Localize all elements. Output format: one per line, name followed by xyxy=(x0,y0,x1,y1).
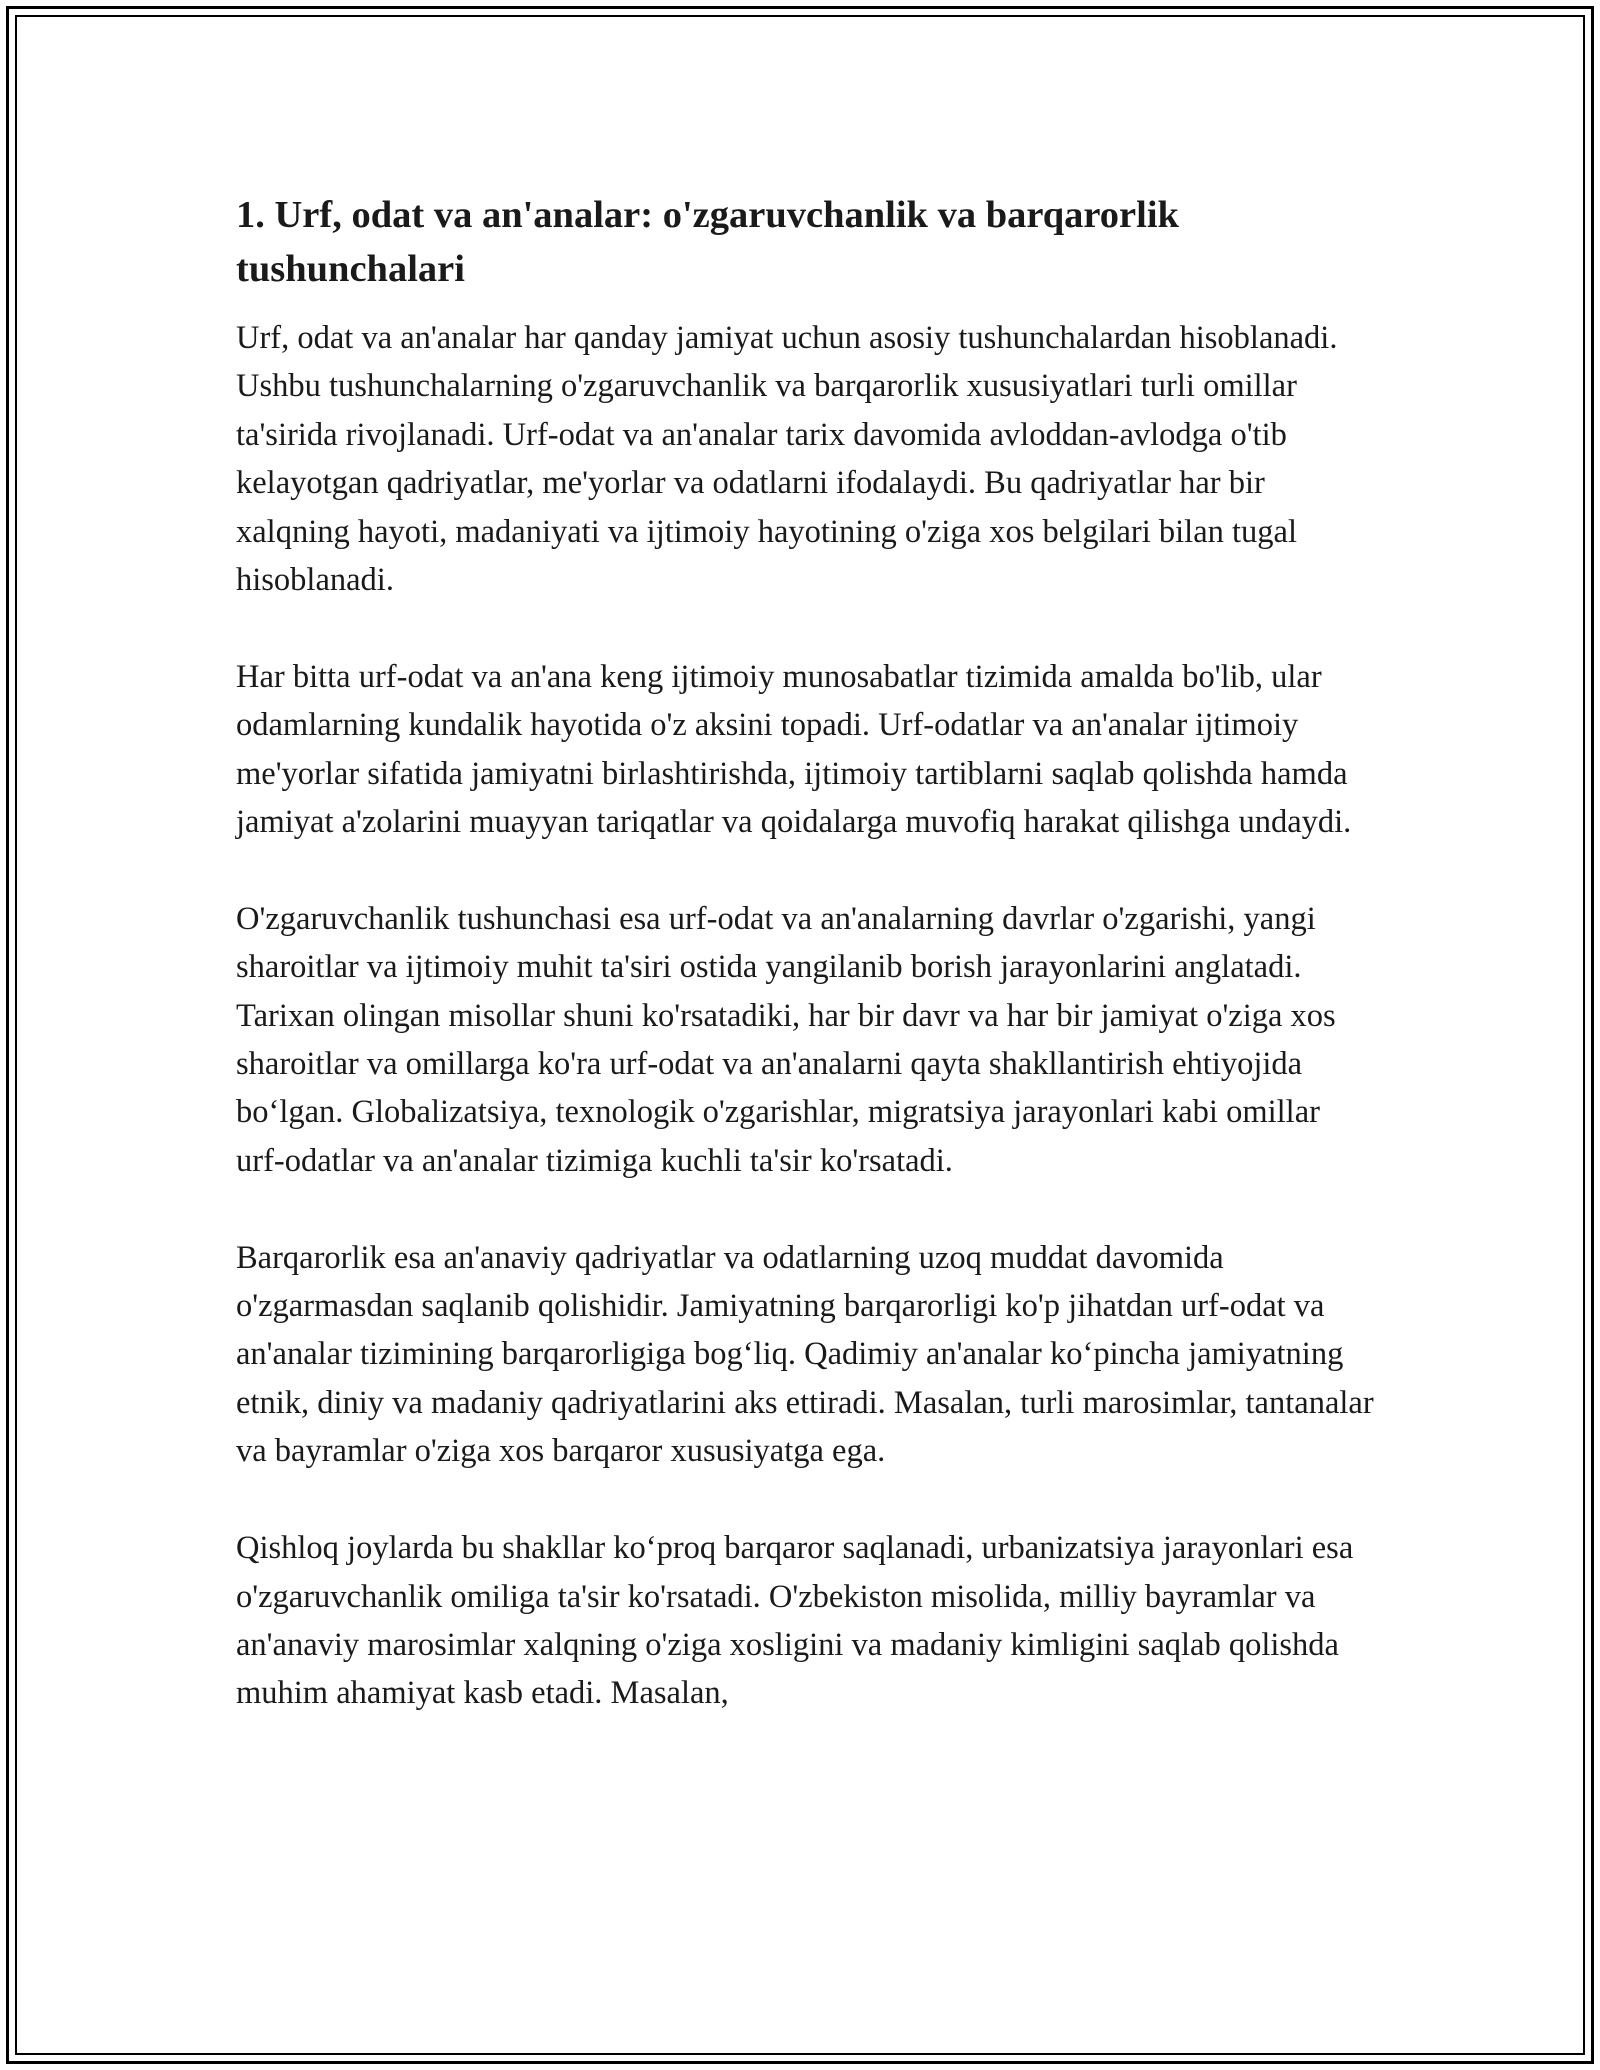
paragraph: Urf, odat va an'analar har qanday jamiyat uchun asosiy tushunchalardan hisoblanadi. Ushbu tushunchalarning o'zgaruvchanlik va barqarorlik xususiyatlari turli omillar ta'sirida rivojlanadi. Urf-odat va an'analar tarix davomida avloddan-avlodga o'tib kelayotgan qadriyatlar, me'yorlar va odatlarni ifodalaydi. Bu qadriyatlar har bir xalqning hayoti, madaniyati va ijtimoiy hayotining o'ziga xos belgilari bilan tugal hisoblanadi. xyxy=(236,320,1338,599)
paragraph: Qishloq joylarda bu shakllar ko‘proq barqaror saqlanadi, urbanizatsiya jarayonlari esa o'zgaruvchanlik omiliga ta'sir ko'rsatadi. O'zbekiston misolida, milliy bayramlar va an'anaviy marosimlar xalqning o'ziga xosligini va madaniy kimligini saqlab qolishda muhim ahamiyat kasb etadi. Masalan, xyxy=(236,1530,1354,1712)
section-heading: 1. Urf, odat va an'analar: o'zgaruvchanlik va barqarorlik tushunchalari xyxy=(236,194,1179,290)
paragraph: Barqarorlik esa an'anaviy qadriyatlar va odatlarning uzoq muddat davomida o'zgarmasdan saqlanib qolishidir. Jamiyatning barqarorligi ko'p jihatdan urf-odat va an'analar tizimining barqarorligiga bog‘liq. Qadimiy an'analar ko‘pincha jamiyatning etnik, diniy va madaniy qadriyatlarini aks ettiradi. Masalan, turli marosimlar, tantanalar va bayramlar o'ziga xos barqaror xususiyatga ega. xyxy=(236,1239,1374,1470)
paragraph: O'zgaruvchanlik tushunchasi esa urf-odat va an'analarning davrlar o'zgarishi, yangi sharoitlar va ijtimoiy muhit ta'siri ostida yangilanib borish jarayonlarini anglatadi. Tarixan olingan misollar shuni ko'rsatadiki, har bir davr va har bir jamiyat o'ziga xos sharoitlar va omillarga ko'ra urf-odat va an'analarni qayta shakllantirish ehtiyojida bo‘lgan. Globalizatsiya, texnologik o'zgarishlar, migratsiya jarayonlari kabi omillar urf-odatlar va an'analar tizimiga kuchli ta'sir ko'rsatadi. xyxy=(236,900,1336,1179)
document-body xyxy=(236,188,1376,1718)
paragraph: Har bitta urf-odat va an'ana keng ijtimoiy munosabatlar tizimida amalda bo'lib, ular odamlarning kundalik hayotida o'z aksini topadi. Urf-odatlar va an'analar ijtimoiy me'yorlar sifatida jamiyatni birlashtirishda, ijtimoiy tartiblarni saqlab qolishda hamda jamiyat a'zolarini muayyan tariqatlar va qoidalarga muvofiq harakat qilishga undaydi. xyxy=(236,658,1352,841)
